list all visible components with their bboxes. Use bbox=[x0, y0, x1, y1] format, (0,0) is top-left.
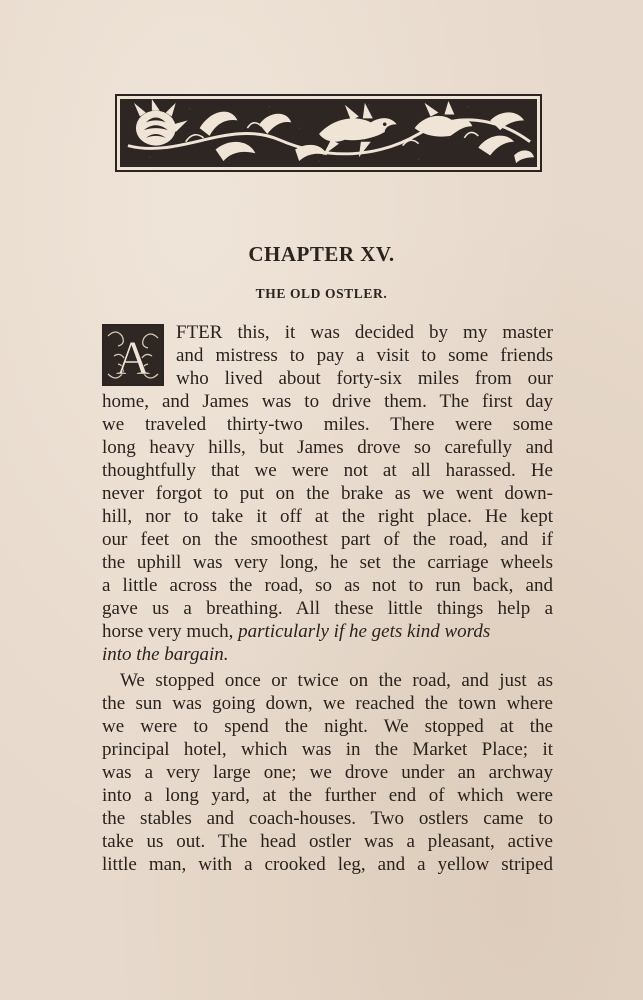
text-line: We stopped once or twice on the road, and just as bbox=[120, 670, 553, 691]
text-line: the sun was going down, we reached the town where bbox=[102, 693, 553, 714]
text-line: hill, nor to take it off at the right place. He kept bbox=[102, 506, 553, 527]
text-line: home, and James was to drive them. The first day bbox=[102, 391, 553, 412]
text-line: was a very large one; we drove under an archway bbox=[102, 762, 553, 783]
italic-text-line: into the bargain. bbox=[102, 644, 229, 665]
chapter-subtitle: THE OLD OSTLER. bbox=[255, 286, 388, 301]
text-line bbox=[102, 620, 553, 643]
text-line: and mistress to pay a visit to some friends bbox=[176, 345, 553, 366]
text-line: little man, with a crooked leg, and a yellow striped bbox=[102, 854, 553, 875]
text-line: we were to spend the night. We stopped at the bbox=[102, 716, 553, 737]
text-line: gave us a breathing. All these little things help a bbox=[102, 598, 553, 619]
chapter-title: CHAPTER XV. bbox=[248, 242, 395, 266]
italic-text-fragment: particularly if he gets kind words bbox=[238, 621, 491, 642]
drop-cap bbox=[102, 324, 164, 386]
text-line: FTER this, it was decided by my master bbox=[176, 322, 553, 343]
floral-dragon-ornament-icon bbox=[120, 99, 537, 167]
text-line: we traveled thirty-two miles. There were some bbox=[102, 414, 553, 435]
text-line: our feet on the smoothest part of the road, and if bbox=[102, 529, 553, 550]
text-line: into a long yard, at the further end of which were bbox=[102, 785, 553, 806]
text-line: who lived about forty-six miles from our bbox=[176, 368, 553, 389]
text-line: a little across the road, so as not to run back, and bbox=[102, 575, 553, 596]
text-line: the stables and coach-houses. Two ostlers came to bbox=[102, 808, 553, 829]
text-line: long heavy hills, but James drove so carefully and bbox=[102, 437, 553, 458]
text-line: thoughtfully that we were not at all harassed. He bbox=[102, 460, 553, 481]
text-line: never forgot to put on the brake as we went down- bbox=[102, 483, 553, 504]
ornamental-initial-letter-icon bbox=[104, 326, 162, 384]
drop-cap-letter: A bbox=[115, 332, 151, 384]
decorative-headpiece bbox=[115, 94, 542, 172]
text-line: take us out. The head ostler was a pleasant, active bbox=[102, 831, 553, 852]
text-line: principal hotel, which was in the Market Place; it bbox=[102, 739, 553, 760]
text-fragment: horse very much, bbox=[102, 621, 239, 642]
text-line: the uphill was very long, he set the carriage wheels bbox=[102, 552, 553, 573]
